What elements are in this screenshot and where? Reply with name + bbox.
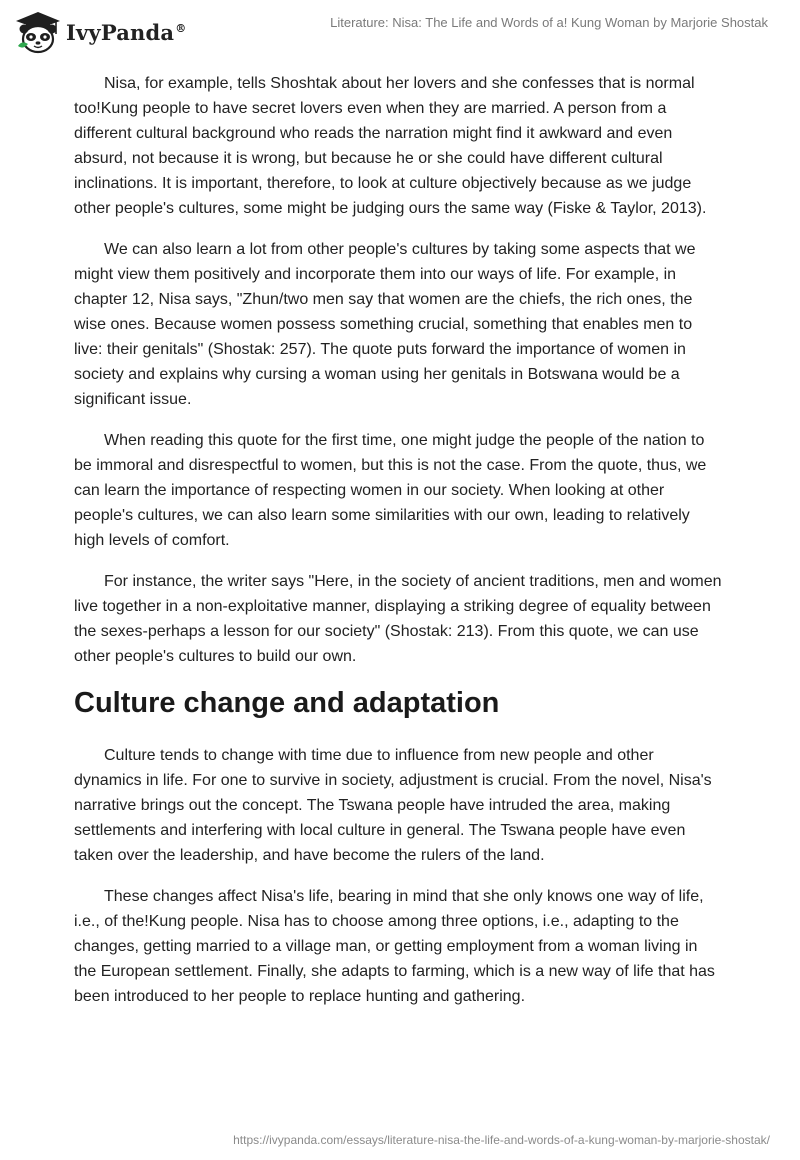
ivypanda-logo[interactable] [14,10,186,54]
source-url[interactable]: https://ivypanda.com/essays/literature-nisa-the-life-and-words-of-a-kung-woman-by-marjorie-shostak/ [233,1133,770,1147]
paragraph: Nisa, for example, tells Shoshtak about her lovers and she confesses that is normal too!Kung people to have secret lovers even when they are married. A person from a different cultural background who reads the narration might find it awkward and even absurd, not because it is wrong, but because he or she could have different cultural inclinations. It is important, therefore, to look at culture objectively because as we judge other people's cultures, some might be judging ours the same way (Fiske & Taylor, 2013). [74,75,707,217]
paragraph: Culture tends to change with time due to influence from new people and other dynamics in life. For one to survive in society, adjustment is crucial. From the novel, Nisa's narrative brings out the concept. The Tswana people have intruded the area, making settlements and interfering with local culture in general. The Tswana people have even taken over the leadership, and have become the rulers of the land. [74,747,712,864]
brand-name[interactable]: IvyPanda® [66,19,187,45]
section-heading: Culture change and adaptation [74,687,500,719]
essay-content [74,71,724,1025]
page-header [0,0,800,60]
paragraph: These changes affect Nisa's life, bearing in mind that she only knows one way of life, i.e., of the!Kung people. Nisa has to choose among three options, i.e., adapting to the changes, getting married to a village man, or getting employment from a woman living in the European settlement. Finally, she adapts to farming, which is a new way of life that has been introduced to her people to replace hunting and gathering. [74,888,715,1005]
paragraph: For instance, the writer says "Here, in the society of ancient traditions, men and women live together in a non-exploitative manner, displaying a striking degree of equality between the sexes-perhaps a lesson for our society" (Shostak: 213). From this quote, we can use other people's cultures to build our own. [74,573,722,665]
paragraph: When reading this quote for the first time, one might judge the people of the nation to be immoral and disrespectful to women, but this is not the case. From the quote, thus, we can learn the importance of respecting women in our society. When looking at other people's cultures, we can also learn some similarities with our own, leading to relatively high levels of comfort. [74,432,707,549]
panda-graduate-logo-icon [14,10,62,54]
paragraph: We can also learn a lot from other people's cultures by taking some aspects that we might view them positively and incorporate them into our ways of life. For example, in chapter 12, Nisa says, "Zhun/two men say that women are the chiefs, the rich ones, the wise ones. Because women possess something crucial, something that enables men to live: their genitals" (Shostak: 257). The quote puts forward the importance of women in society and explains why cursing a woman using her genitals in Botswana would be a significant issue. [74,241,696,408]
document-title: Literature: Nisa: The Life and Words of a! Kung Woman by Marjorie Shostak [330,15,768,30]
